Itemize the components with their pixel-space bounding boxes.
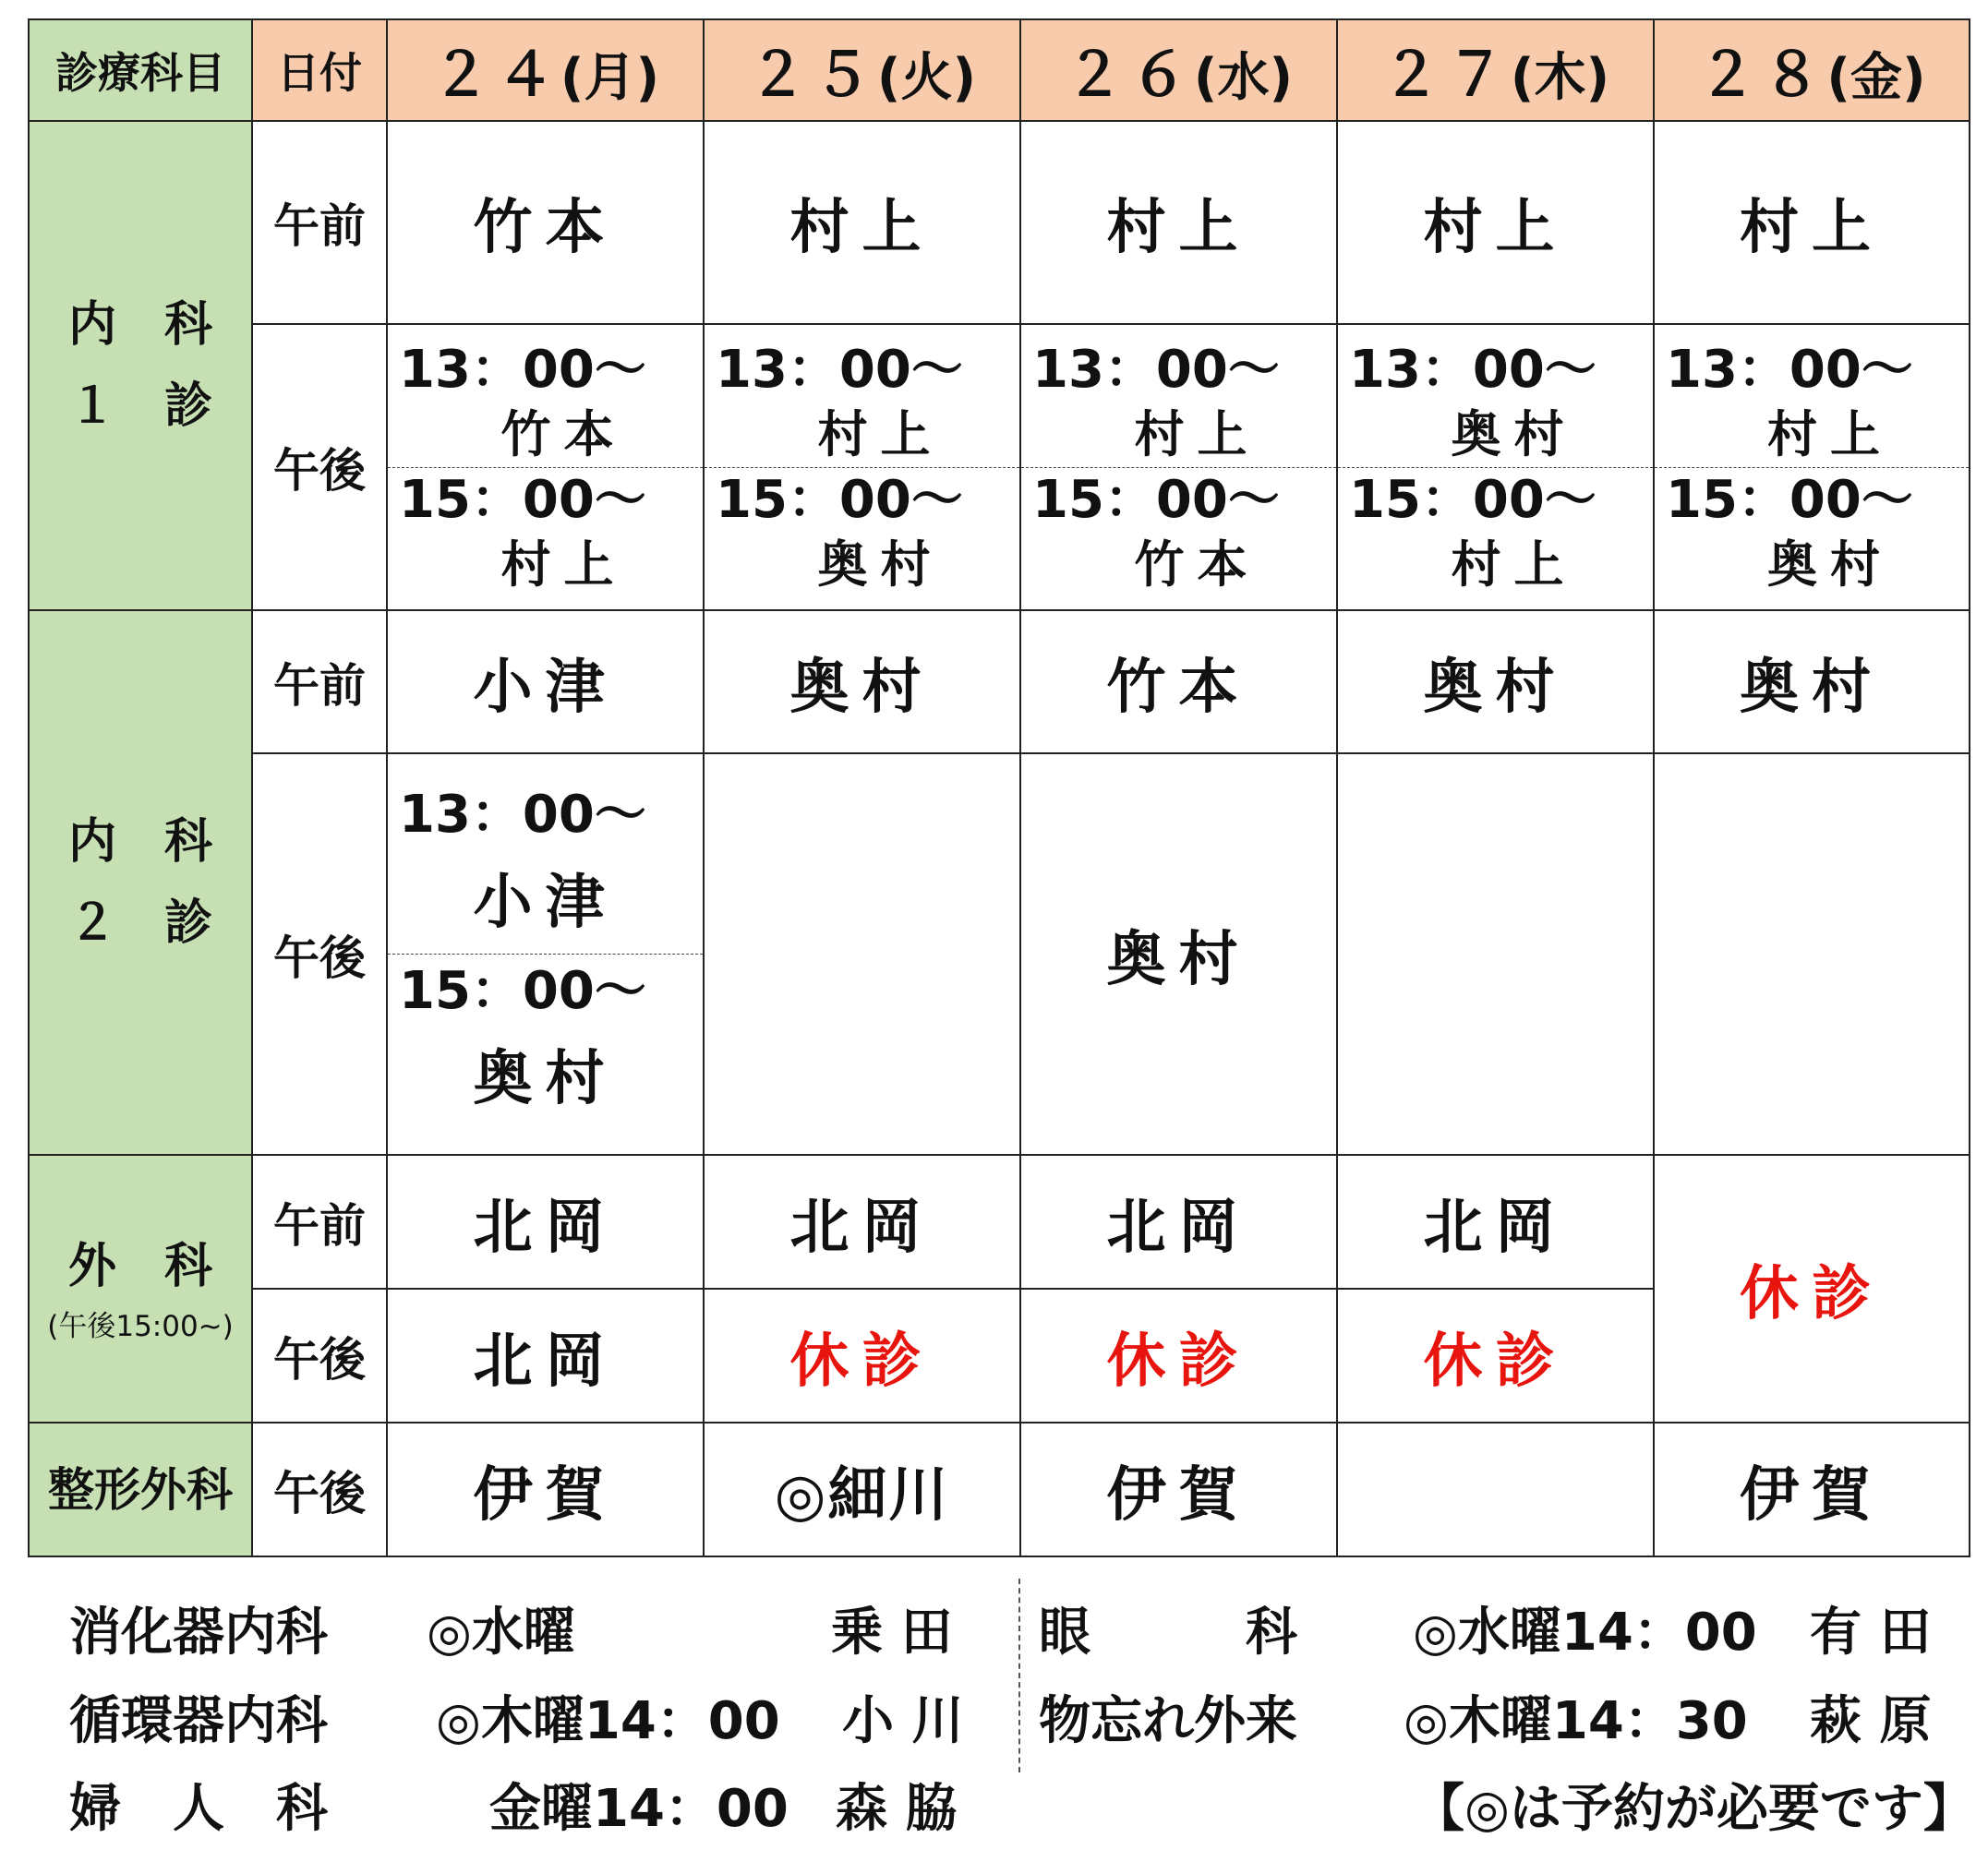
schedule-cell: 村上 [1020, 121, 1337, 324]
schedule-cell: 奥村 [704, 610, 1020, 753]
split-cell: 13：00～ 村上 15：00～ 奥村 [1654, 324, 1970, 610]
day-header-fri: ２８(金) [1654, 19, 1970, 121]
naika2-am-row [29, 610, 1970, 753]
footer-dept-monowasure: 物忘れ外来 [1039, 1691, 1297, 1751]
period-cell: 午前 [252, 610, 387, 753]
footer-dept-ganka: 眼 科 [1039, 1603, 1297, 1663]
closed-cell: 休診 [1020, 1289, 1337, 1423]
closed-cell: 休診 [704, 1289, 1020, 1423]
schedule-cell: 村上 [1654, 121, 1970, 324]
seikei-label-cell [29, 1423, 252, 1556]
schedule-cell: ◎細川 [704, 1423, 1020, 1556]
footer-notes [0, 1579, 1988, 1856]
split-cell: 13：00～ 奥村 15：00～ 村上 [1337, 324, 1654, 610]
naika2-label: 内 科 ２ 診 [67, 814, 212, 951]
footer-time-ganka: ◎水曜14：00 [1413, 1603, 1757, 1663]
schedule-cell: 竹本 [387, 121, 704, 324]
footer-doc-shoukaki: 乗 田 [831, 1603, 953, 1663]
period-cell: 午後 [252, 1423, 387, 1556]
naika1-label-cell [29, 121, 252, 610]
schedule-cell: 伊賀 [1020, 1423, 1337, 1556]
footer-time-shoukaki: ◎水曜 [427, 1603, 575, 1663]
footer-divider [1018, 1579, 1020, 1772]
footer-dept-shoukaki: 消化器内科 [69, 1603, 328, 1663]
closed-cell: 休診 [1337, 1289, 1654, 1423]
schedule-cell: 北岡 [704, 1155, 1020, 1289]
closed-cell: 休診 [1654, 1155, 1970, 1423]
naika1-label: 内 科 １ 診 [67, 297, 212, 434]
day-header-mon: ２４(月) [387, 19, 704, 121]
schedule-cell [1337, 1423, 1654, 1556]
geka-label: 外 科 [67, 1238, 212, 1294]
schedule-cell: 奥村 [1337, 610, 1654, 753]
seikei-row [29, 1423, 1970, 1556]
seikei-label: 整形外科 [48, 1462, 233, 1517]
reservation-note: 【◎は予約が必要です】 [1413, 1779, 1975, 1839]
date-header: 日付 [252, 19, 387, 121]
footer-doc-junkanki: 小 川 [842, 1691, 964, 1751]
schedule-cell [1654, 753, 1970, 1155]
day-header-thu: ２７(木) [1337, 19, 1654, 121]
footer-time-fujinka: 金曜14：00 [489, 1779, 789, 1839]
footer-time-junkanki: ◎木曜14：00 [436, 1691, 780, 1751]
schedule-cell: 北岡 [387, 1155, 704, 1289]
footer-time-monowasure: ◎木曜14：30 [1404, 1691, 1748, 1751]
schedule-cell [704, 753, 1020, 1155]
header-row [29, 19, 1970, 121]
footer-doc-ganka: 有 田 [1810, 1603, 1932, 1663]
schedule-cell: 北岡 [387, 1289, 704, 1423]
naika1-am-row [29, 121, 1970, 324]
split-cell: 13：00～ 村上 15：00～ 奥村 [704, 324, 1020, 610]
schedule-cell: 小津 [387, 610, 704, 753]
split-cell: 13：00～ 竹本 15：00～ 村上 [387, 324, 704, 610]
period-cell: 午前 [252, 121, 387, 324]
schedule-cell: 北岡 [1020, 1155, 1337, 1289]
split-cell: 13：00～ 小津 15：00～ 奥村 [387, 753, 704, 1155]
dept-header: 診療科目 [29, 19, 252, 121]
naika2-pm-row [29, 753, 1970, 1155]
footer-doc-monowasure: 萩 原 [1810, 1691, 1932, 1751]
schedule-cell: 北岡 [1337, 1155, 1654, 1289]
schedule-cell: 伊賀 [1654, 1423, 1970, 1556]
schedule-cell: 伊賀 [387, 1423, 704, 1556]
schedule-cell: 村上 [1337, 121, 1654, 324]
period-cell: 午後 [252, 753, 387, 1155]
footer-dept-fujinka: 婦 人 科 [69, 1779, 328, 1839]
period-cell: 午前 [252, 1155, 387, 1289]
geka-note: (午後15:00~) [47, 1309, 234, 1343]
footer-dept-junkanki: 循環器内科 [69, 1691, 328, 1751]
day-header-tue: ２５(火) [704, 19, 1020, 121]
schedule-table [28, 18, 1970, 1557]
naika1-pm-row [29, 324, 1970, 610]
split-cell: 13：00～ 村上 15：00～ 竹本 [1020, 324, 1337, 610]
footer-doc-fujinka: 森 脇 [836, 1779, 958, 1839]
geka-am-row [29, 1155, 1970, 1289]
schedule-cell: 竹本 [1020, 610, 1337, 753]
schedule-cell: 村上 [704, 121, 1020, 324]
period-cell: 午後 [252, 1289, 387, 1423]
day-header-wed: ２６(水) [1020, 19, 1337, 121]
schedule-cell: 奥村 [1654, 610, 1970, 753]
schedule-cell: 奥村 [1020, 753, 1337, 1155]
schedule-cell [1337, 753, 1654, 1155]
naika2-label-cell [29, 610, 252, 1155]
geka-label-cell [29, 1155, 252, 1423]
period-cell: 午後 [252, 324, 387, 610]
